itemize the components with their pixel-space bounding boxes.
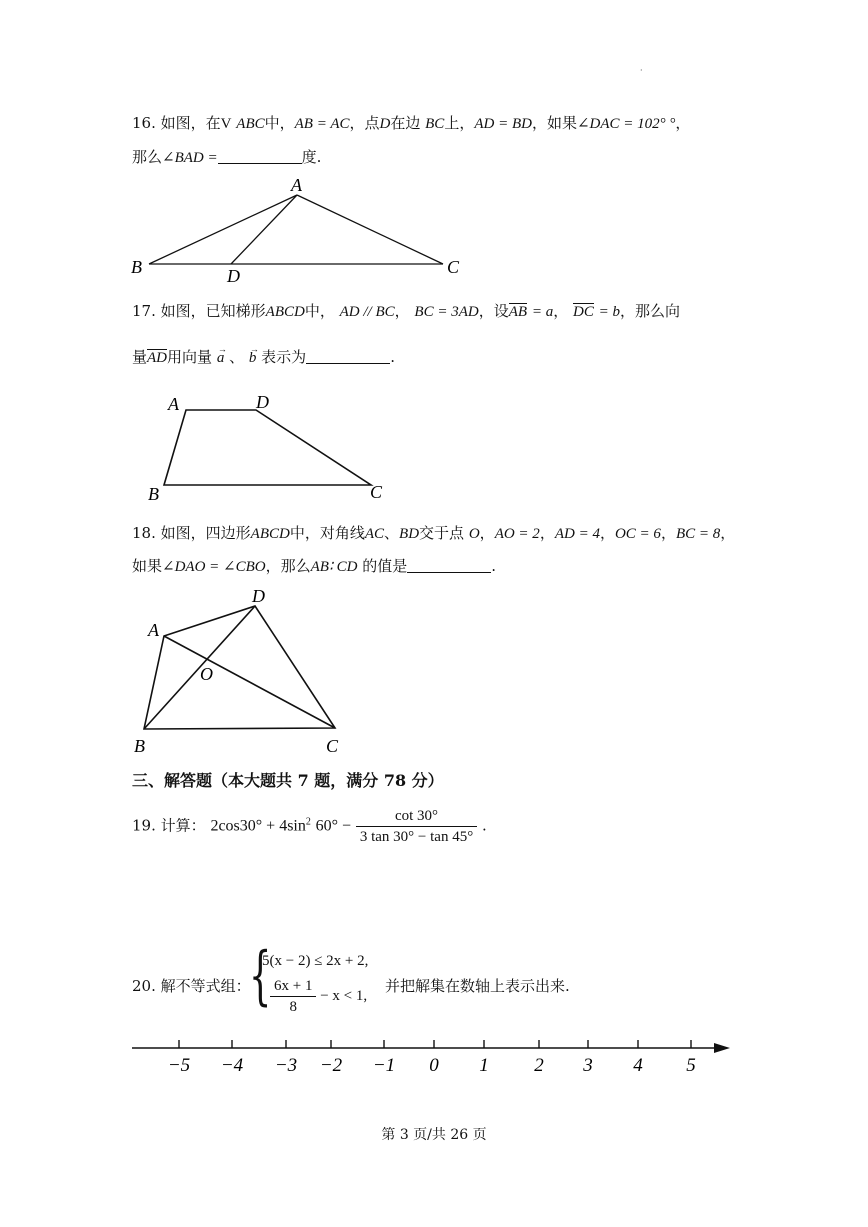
number-line-tick-label: 1 [479, 1055, 489, 1076]
q20-fraction: $\frac{6x + 1}{8}$ [270, 976, 316, 1017]
fig17-label-C: C [370, 482, 383, 502]
fig16-label-B: B [131, 257, 142, 277]
fig17-label-B: B [148, 484, 159, 504]
q18-line1: 18. 如图，四边形ABCD中，对角线AC、BD交于点 O，AO = 2，AD = 4，OC = 6，BC = 8， [132, 524, 736, 542]
q20-label: 20. 解不等式组： [132, 977, 251, 995]
number-line-tick-label: 4 [633, 1055, 643, 1076]
fig17-label-D: D [256, 392, 269, 412]
figure-17-trapezoid [140, 388, 400, 508]
figure-18-quadrilateral [128, 582, 358, 762]
q17-line2: 量AD用向量 → a 、 → b 表示为 . [132, 347, 395, 368]
q20-number: 20. [132, 977, 156, 995]
fig17-label-A: A [168, 394, 179, 414]
number-line-tick-label: −5 [167, 1055, 191, 1076]
q16-line1: 16. 如图，在V ABC中，AB = AC，点D在边 BC上，AD = BD，如果∠DAC = 102° °， [132, 114, 691, 132]
number-line-tick-label: 0 [429, 1055, 439, 1076]
q19-number: 19. [132, 816, 156, 835]
q16-line2: 那么∠BAD = 度. [132, 148, 322, 166]
q17-number: 17. [132, 302, 156, 320]
q20-instruction: 并把解集在数轴上表示出来. [385, 977, 570, 995]
fig16-label-D: D [227, 266, 240, 286]
number-line-tick-label: −4 [220, 1055, 244, 1076]
fig18-label-D: D [252, 586, 265, 606]
q18-line2: 如果∠DAO = ∠CBO，那么AB∶ CD 的值是 . [132, 557, 497, 575]
fig16-label-A: A [291, 175, 302, 195]
number-line-tick-label: −2 [319, 1055, 343, 1076]
number-line-arrow [714, 1043, 730, 1053]
q16-answer-blank[interactable] [218, 149, 302, 164]
q17-line1: 17. 如图，已知梯形ABCD中， AD // BC， BC = 3AD，设AB = a， DC = b，那么向 [132, 302, 681, 320]
q18-answer-blank[interactable] [407, 558, 491, 573]
section-3-heading: 三、解答题（本大题共 7 题，满分 78 分） [132, 771, 444, 790]
q17-answer-blank[interactable] [306, 349, 390, 364]
number-line-tick-label: 2 [534, 1055, 544, 1076]
q20-inequality-1: 5(x − 2) ≤ 2x + 2, [262, 953, 369, 969]
fig18-label-O: O [200, 664, 213, 684]
fig18-label-C: C [326, 736, 339, 756]
number-line-tick-label: −1 [372, 1055, 396, 1076]
q19-line: 19. 计算： $2\cos 30^\circ + 4\sin^2$ 60° − $\frac{\cot 30^\circ}{3 \tan 30^\circ - \tan 45^\circ}$ . [132, 808, 487, 845]
number-line-tick-label: 3 [583, 1055, 593, 1076]
number-line-tick-label: 5 [686, 1055, 696, 1076]
q19-fraction: $\frac{\cot 30^\circ}{3 \tan 30^\circ - \tan 45^\circ}$ [356, 806, 477, 847]
q16-number: 16. [132, 114, 156, 132]
fig18-label-A: A [148, 620, 159, 640]
number-line [128, 1034, 738, 1084]
figure-16-triangle [125, 172, 475, 287]
fig18-label-B: B [134, 736, 145, 756]
fig16-label-C: C [447, 257, 460, 277]
page-footer: 第 3 页/共 26 页 [381, 1127, 487, 1143]
q20-brace: { [249, 939, 272, 1013]
q18-number: 18. [132, 524, 156, 542]
number-line-tick-label: −3 [274, 1055, 298, 1076]
corner-dot: · [640, 66, 643, 75]
q20-inequality-2: $\frac{6x + 1}{8}$ − x < 1, [270, 976, 367, 1017]
